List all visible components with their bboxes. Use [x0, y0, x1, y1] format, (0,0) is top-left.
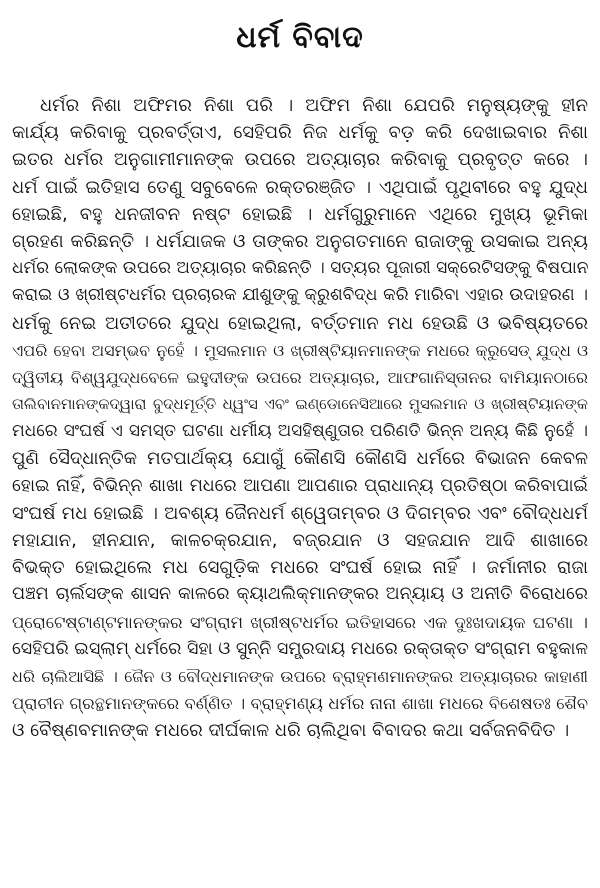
text-line: ଗ୍ରହଣ କରିଛନ୍ତି । ଧର୍ମଯାଜକ ଓ ତାଙ୍କର ଅନୁଗତମାନେ ରାଜାଙ୍କୁ ଉସକାଇ ଅନ୍ୟ — [12, 230, 588, 252]
body-paragraph — [12, 92, 588, 745]
text-line: ମଧରେ ସଂଘର୍ଷ ଏ ସମସ୍ତ ଘଟଣା ଧର୍ମୀୟ ଅସହିଷ୍ଣୁତାର ପରିଣତି ଭିନ୍ନ ଅନ୍ୟ କିଛି ନୁହେଁ । — [12, 421, 588, 442]
text-line: ଧର୍ମର ନିଶା ଅଫିମର ନିଶା ପରି । ଅଫିମ ନିଶା ଯେପରି ମନୁଷ୍ୟଙ୍କୁ ହୀନ — [40, 95, 588, 116]
text-line: କରାଇ ଓ ଖ୍ରୀଷ୍ଟଧର୍ମର ପ୍ରଚାରକ ଯୀଶୁଙ୍କୁ କ୍ରୁଶବିଦ୍ଧ କରି ମାରିବା ଏହାର ଉଦାହରଣ । — [12, 285, 588, 306]
text-line: ଧରି ଚାଲିଆସିଛି । ଜୈନ ଓ ବୌଦ୍ଧମାନଙ୍କ ଉପରେ ବ୍ରାହ୍ମଣମାନଙ୍କର ଅତ୍ୟାଚାରର କାହାଣୀ — [12, 666, 588, 686]
text-line: ତାଲିବାନମାନଙ୍କଦ୍ୱାରା ବୁଦ୍ଧମୂର୍ତ୍ତି ଧ୍ୱଂସ ଏବଂ ଇଣ୍ଡୋନେସିଆରେ ମୁସଲମାନ ଓ ଖ୍ରୀଷ୍ଟିୟାନଙ୍କ — [12, 395, 588, 414]
text-line: ଧର୍ମ ପାଇଁ ଇତିହାସ ତେଣୁ ସବୁବେଳେ ରକ୍ତରଞ୍ଜିତ । ଏଥିପାଇଁ ପୃଥିବୀରେ ବହୁ ଯୁଦ୍ଧ — [12, 176, 588, 198]
text-line: ପୁଣି ସୈଦ୍ଧାନ୍ତିକ ମତପାର୍ଥକ୍ୟ ଯୋଗୁଁ କୌଣସି କୌଣସି ଧର୍ମରେ ବିଭାଜନ କେବଳ — [12, 448, 588, 470]
text-line: ଇତର ଧର୍ମର ଅନୁଗାମୀମାନଙ୍କ ଉପରେ ଅତ୍ୟାଚାର କରିବାକୁ ପ୍ରବୃତ୍ତ କରେ । — [12, 149, 588, 171]
text-line: କାର୍ଯ୍ୟ କରିବାକୁ ପ୍ରବର୍ତ୍ତାଏ, ସେହିପରି ନିଜ ଧର୍ମକୁ ବଡ଼ କରି ଦେଖାଇବାର ନିଶା — [12, 122, 588, 144]
text-line: ହୋଇଛି, ବହୁ ଧନଜୀବନ ନଷ୍ଟ ହୋଇଛି । ଧର୍ମଗୁରୁମାନେ ଏଥିରେ ମୁଖ୍ୟ ଭୂମିକା — [12, 203, 588, 225]
text-line: ଦ୍ୱିତୀୟ ବିଶ୍ୱଯୁଦ୍ଧବେଳେ ଇହୁଦୀଙ୍କ ଉପରେ ଅତ୍ୟାଚାର, ଆଫଗାନିସ୍ତାନର ବାମିୟାନଠାରେ — [12, 367, 588, 387]
text-line: ଧର୍ମକୁ ନେଇ ଅତୀତରେ ଯୁଦ୍ଧ ହୋଇଥିଲା, ବର୍ତ୍ତମାନ ମଧ ହେଉଛି ଓ ଭବିଷ୍ୟତରେ — [12, 312, 588, 334]
text-line: ପ୍ରୋଟେଷ୍ଟାଣ୍ଟମାନଙ୍କର ସଂଗ୍ରାମ ଖ୍ରୀଷ୍ଟଧର୍ମର ଇତିହାସରେ ଏକ ଦୁଃଖଦାୟକ ଘଟଣା । — [12, 612, 588, 632]
text-line: ସେହିପରି ଇସ୍‌ଲାମ୍ ଧର୍ମରେ ସିହା ଓ ସୁନ୍ନି ସମ୍ପ୍ରଦାୟ ମଧରେ ରକ୍ତାକ୍ତ ସଂଗ୍ରାମ ବହୁକାଳ — [12, 638, 588, 659]
text-line: ବିଭକ୍ତ ହୋଇଥିଲେ ମଧ ସେଗୁଡ଼ିକ ମଧରେ ସଂଘର୍ଷ ହୋଇ ନାହିଁ । ଜର୍ମାନୀର ରାଜା — [12, 557, 588, 579]
text-line: ମହାଯାନ, ହୀନଯାନ, କାଳଚକ୍ରଯାନ, ବଜ୍ରଯାନ ଓ ସହଜଯାନ ଆଦି ଶାଖାରେ — [12, 530, 588, 551]
text-line: ସଂଘର୍ଷ ମଧ ହୋଇଛି । ଅବଶ୍ୟ ଜୈନଧର୍ମ ଶ୍ୱେତାମ୍ବର ଓ ଦିଗମ୍ବର ଏବଂ ବୌଦ୍ଧଧର୍ମ — [12, 502, 588, 524]
text-line: ହୋଇ ନାହିଁ, ବିଭିନ୍ନ ଶାଖା ମଧରେ ଆପଣା ଆପଣାର ପ୍ରାଧାନ୍ୟ ପ୍ରତିଷ୍ଠା କରିବାପାଇଁ — [12, 475, 588, 496]
text-line: ଏପରି ହେବା ଅସମ୍ଭବ ନୁହେଁ । ମୁସଲମାନ ଓ ଖ୍ରୀଷ୍ଟିୟାନମାନଙ୍କ ମଧରେ କ୍ରୁସେଡ୍ ଯୁଦ୍ଧ ଓ — [12, 340, 588, 360]
text-line: ଧର୍ମର ଲୋକଙ୍କ ଉପରେ ଅତ୍ୟାଚାର କରିଛନ୍ତି । ସତ୍ୟର ପୂଜାରୀ ସକ୍ରେଟିସଙ୍କୁ ବିଷପାନ — [12, 258, 588, 279]
text-line: ପ୍ରାଚୀନ ଗ୍ରନ୍ଥମାନଙ୍କରେ ବର୍ଣ୍ଣିତ । ବ୍ରାହ୍ମଣ୍ୟ ଧର୍ମର ନାନା ଶାଖା ମଧରେ ବିଶେଷତଃ ଶୈବ — [12, 694, 588, 714]
page-title: ଧର୍ମ ବିବାଦ — [236, 20, 364, 55]
text-line: ଓ ବୈଷ୍ଣବମାନଙ୍କ ମଧରେ ଦୀର୍ଘକାଳ ଧରି ଚାଲିଥିବା ବିବାଦର କଥା ସର୍ବଜନବିଦିତ । — [12, 720, 570, 742]
text-line: ପଞ୍ଚମ ଚାର୍ଲସଙ୍କ ଶାସନ କାଳରେ କ୍ୟାଥଲିକ୍‌ମାନଙ୍କର ଅନ୍ୟାୟ ଓ ଅନୀତି ବିରୋଧରେ — [12, 584, 588, 605]
